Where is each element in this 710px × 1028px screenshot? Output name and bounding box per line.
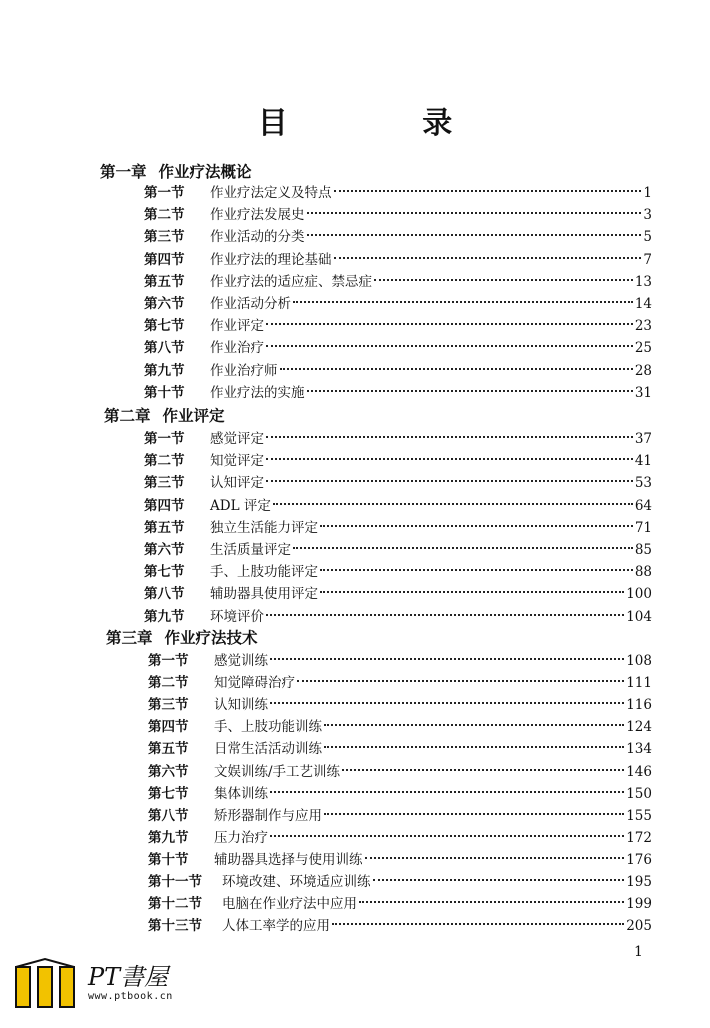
toc-entry[interactable] [144, 204, 652, 226]
section-title: 手、上肢功能评定 [210, 564, 318, 581]
section-page-number: 111 [626, 675, 652, 692]
page-title: 目 录 [257, 106, 515, 141]
section-page-number: 14 [634, 296, 652, 312]
toc-entry[interactable] [144, 315, 652, 337]
section-page-number: 108 [626, 653, 652, 669]
chapter-number: 第二章 [104, 406, 151, 425]
toc-entry[interactable] [148, 672, 652, 694]
section-title: 作业活动分析 [210, 296, 291, 312]
toc-entry[interactable] [148, 650, 652, 672]
logo-url: www.ptbook.cn [88, 991, 173, 1002]
chapter-title: 作业疗法技术 [164, 628, 258, 647]
section-number: 第九节 [148, 829, 189, 846]
section-title: 认知评定 [210, 475, 264, 492]
toc-entry[interactable] [148, 783, 652, 805]
toc-entry[interactable] [144, 293, 652, 315]
section-title: 压力治疗 [214, 829, 268, 846]
section-title: 作业治疗师 [210, 362, 278, 379]
toc-entry[interactable] [144, 472, 652, 494]
chapter-heading [100, 160, 252, 182]
toc-entry[interactable] [144, 226, 652, 248]
section-title: 电脑在作业疗法中应用 [222, 896, 357, 913]
toc-entry[interactable] [148, 805, 652, 827]
section-number: 第七节 [144, 564, 185, 581]
dot-leader [266, 458, 633, 460]
toc-entry[interactable] [148, 694, 652, 716]
section-number: 第六节 [144, 296, 185, 312]
toc-entry[interactable] [144, 495, 652, 517]
dot-leader [334, 190, 642, 192]
toc-entry[interactable] [148, 761, 652, 783]
dot-leader [334, 257, 642, 259]
section-number: 第十一节 [148, 874, 202, 890]
toc-entry[interactable] [148, 915, 652, 937]
section-page-number: 150 [626, 785, 652, 802]
section-title: 知觉障碍治疗 [214, 675, 295, 692]
dot-leader [273, 503, 633, 505]
section-title: 矫形器制作与应用 [214, 807, 322, 824]
section-title: 作业活动的分类 [210, 229, 305, 246]
dot-leader [307, 212, 642, 214]
section-title: 感觉评定 [210, 431, 264, 447]
section-page-number: 23 [634, 318, 652, 335]
section-page-number: 31 [634, 384, 652, 401]
section-title: 作业疗法的实施 [210, 384, 305, 401]
section-page-number: 71 [634, 519, 652, 536]
dot-leader [342, 769, 624, 771]
dot-leader [359, 901, 624, 903]
page-number: 1 [634, 944, 643, 960]
section-number: 第一节 [148, 653, 189, 669]
dot-leader [320, 525, 633, 527]
dot-leader [373, 879, 625, 881]
section-page-number: 155 [626, 807, 652, 824]
dot-leader [266, 614, 624, 616]
book-logo-icon [14, 957, 76, 1009]
logo-text: PT書屋 [88, 963, 169, 991]
section-number: 第七节 [148, 785, 189, 802]
section-title: 知觉评定 [210, 453, 264, 470]
section-page-number: 25 [634, 340, 652, 357]
section-title: 作业评定 [210, 318, 264, 335]
toc-entry[interactable] [148, 827, 652, 849]
section-page-number: 134 [626, 741, 652, 758]
chapter-number: 第一章 [100, 162, 147, 181]
section-page-number: 64 [634, 497, 652, 514]
section-number: 第三节 [144, 229, 185, 246]
dot-leader [266, 345, 633, 347]
section-number: 第六节 [148, 763, 189, 780]
dot-leader [293, 547, 633, 549]
section-title: 作业疗法定义及特点 [210, 185, 332, 201]
section-page-number: 88 [634, 564, 652, 581]
section-number: 第一节 [144, 431, 185, 447]
section-number: 第三节 [148, 697, 189, 714]
section-number: 第九节 [144, 362, 185, 379]
section-title: 辅助器具使用评定 [210, 586, 318, 603]
section-number: 第二节 [144, 453, 185, 470]
section-page-number: 85 [634, 542, 652, 558]
toc-entry[interactable] [148, 893, 652, 915]
toc-entry[interactable] [148, 871, 652, 893]
dot-leader [270, 658, 624, 660]
chapter-heading [104, 404, 225, 426]
section-title: 感觉训练 [214, 653, 268, 669]
chapter-title: 作业评定 [162, 406, 225, 425]
section-number: 第四节 [148, 719, 189, 736]
section-title: 认知训练 [214, 697, 268, 714]
section-number: 第四节 [144, 251, 185, 268]
section-page-number: 205 [626, 918, 652, 935]
section-page-number: 41 [634, 453, 652, 470]
dot-leader [270, 791, 624, 793]
toc-entry[interactable] [148, 738, 652, 760]
section-title: 人体工率学的应用 [222, 918, 330, 935]
toc-entry[interactable] [148, 849, 652, 871]
dot-leader [324, 724, 624, 726]
toc-entry[interactable] [148, 716, 652, 738]
section-page-number: 28 [634, 362, 652, 379]
section-title: 集体训练 [214, 785, 268, 802]
section-page-number: 146 [626, 763, 652, 780]
dot-leader [266, 480, 633, 482]
section-number: 第五节 [148, 741, 189, 758]
section-title: 环境评价 [210, 608, 264, 625]
toc-entry[interactable] [144, 450, 652, 472]
dot-leader [324, 746, 624, 748]
section-title: 作业疗法的适应症、禁忌症 [210, 273, 372, 290]
dot-leader [365, 857, 625, 859]
toc-entry[interactable] [144, 561, 652, 583]
dot-leader [332, 923, 624, 925]
toc-entry[interactable] [144, 606, 652, 628]
section-page-number: 116 [626, 697, 652, 714]
section-page-number: 172 [626, 829, 652, 846]
section-number: 第八节 [148, 807, 189, 824]
section-number: 第一节 [144, 185, 185, 201]
section-page-number: 13 [634, 273, 652, 290]
section-title: 环境改建、环境适应训练 [222, 874, 371, 890]
toc-entry[interactable] [144, 517, 652, 539]
site-logo [6, 955, 196, 1015]
section-number: 第八节 [144, 340, 185, 357]
section-number: 第十节 [144, 384, 185, 401]
section-title: 日常生活活动训练 [214, 741, 322, 758]
section-number: 第十二节 [148, 896, 202, 913]
section-page-number: 176 [626, 851, 652, 868]
chapter-title: 作业疗法概论 [158, 162, 252, 181]
toc-entry[interactable] [144, 382, 652, 404]
section-title: 独立生活能力评定 [210, 519, 318, 536]
dot-leader [270, 835, 624, 837]
section-page-number: 3 [643, 207, 652, 224]
chapter-number: 第三章 [106, 628, 153, 647]
dot-leader [280, 368, 633, 370]
dot-leader [320, 591, 624, 593]
section-number: 第五节 [144, 273, 185, 290]
toc-entry[interactable] [144, 182, 652, 204]
section-page-number: 37 [634, 431, 652, 447]
section-title: ADL 评定 [210, 497, 271, 514]
section-page-number: 195 [626, 874, 652, 890]
dot-leader [270, 702, 624, 704]
section-page-number: 124 [626, 719, 652, 736]
section-number: 第七节 [144, 318, 185, 335]
toc-entry[interactable] [144, 271, 652, 293]
toc-entry[interactable] [144, 360, 652, 382]
toc-entry[interactable] [144, 583, 652, 605]
section-number: 第四节 [144, 497, 185, 514]
section-title: 文娱训练/手工艺训练 [214, 763, 341, 780]
section-number: 第二节 [144, 207, 185, 224]
dot-leader [374, 279, 633, 281]
dot-leader [297, 680, 624, 682]
toc-entry[interactable] [144, 539, 652, 561]
section-title: 作业疗法的理论基础 [210, 251, 332, 268]
dot-leader [307, 234, 642, 236]
section-number: 第八节 [144, 586, 185, 603]
dot-leader [266, 323, 633, 325]
section-title: 作业疗法发展史 [210, 207, 305, 224]
section-number: 第六节 [144, 542, 185, 558]
section-number: 第十三节 [148, 918, 202, 935]
dot-leader [307, 390, 633, 392]
dot-leader [324, 813, 624, 815]
dot-leader [266, 436, 633, 438]
section-number: 第五节 [144, 519, 185, 536]
toc-entry[interactable] [144, 428, 652, 450]
section-title: 作业治疗 [210, 340, 264, 357]
section-number: 第二节 [148, 675, 189, 692]
toc-entry[interactable] [144, 337, 652, 359]
toc-entry[interactable] [144, 249, 652, 271]
section-page-number: 53 [634, 475, 652, 492]
section-title: 辅助器具选择与使用训练 [214, 851, 363, 868]
dot-leader [320, 569, 633, 571]
section-page-number: 104 [626, 608, 652, 625]
section-page-number: 100 [626, 586, 652, 603]
section-number: 第三节 [144, 475, 185, 492]
section-page-number: 199 [626, 896, 652, 913]
section-number: 第十节 [148, 851, 189, 868]
section-page-number: 1 [643, 185, 652, 201]
section-title: 生活质量评定 [210, 542, 291, 558]
chapter-heading [106, 626, 258, 648]
section-number: 第九节 [144, 608, 185, 625]
section-title: 手、上肢功能训练 [214, 719, 322, 736]
dot-leader [293, 301, 633, 303]
section-page-number: 5 [643, 229, 652, 246]
section-page-number: 7 [643, 251, 652, 268]
